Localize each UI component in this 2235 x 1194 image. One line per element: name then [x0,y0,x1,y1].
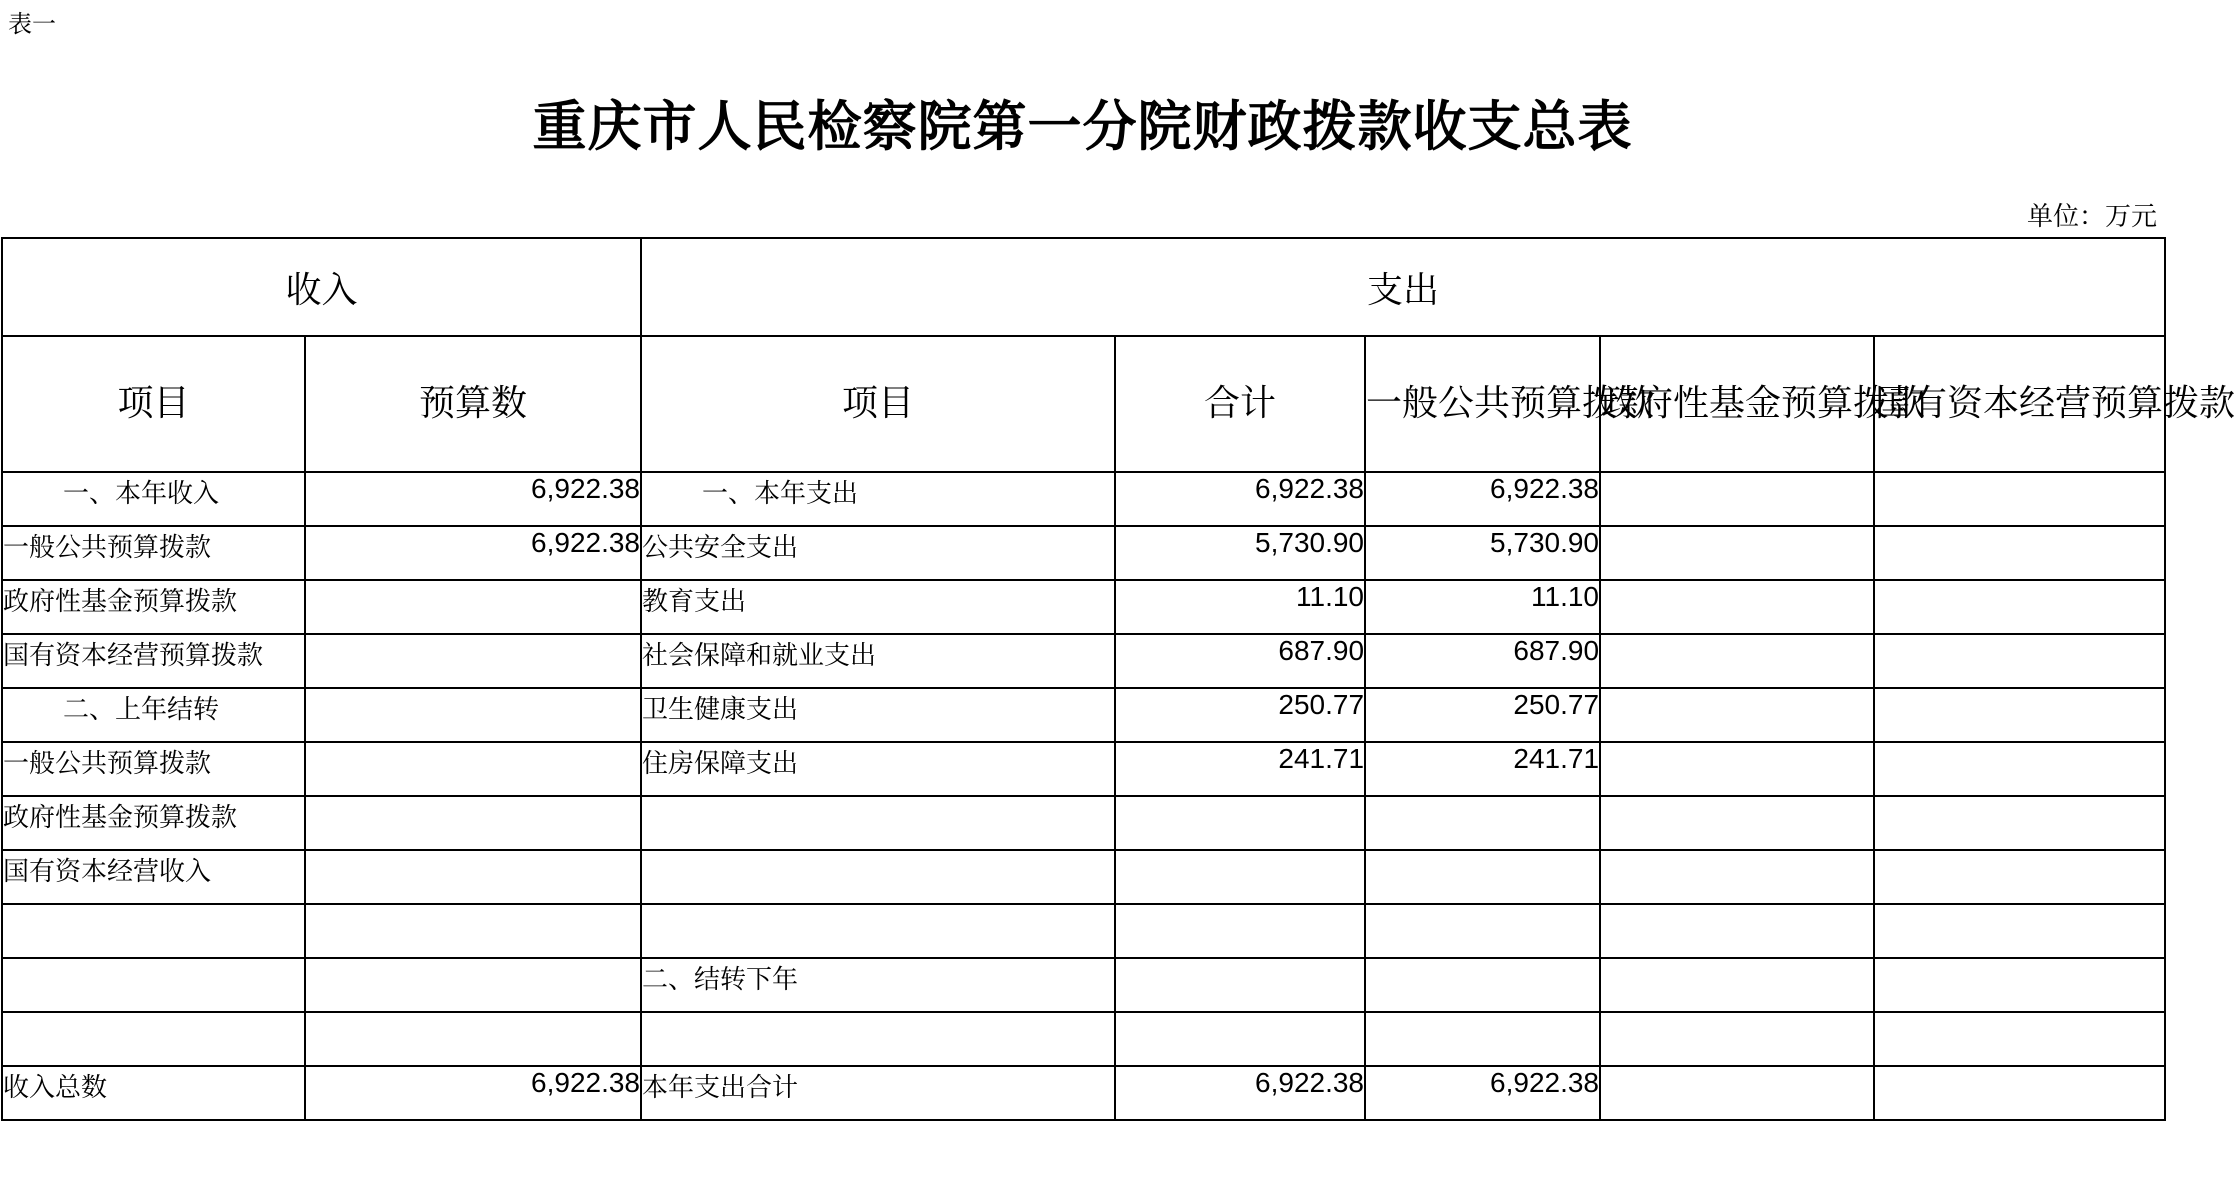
capital-cell [1874,850,2165,904]
income-item-cell: 收入总数 [2,1066,305,1120]
capital-cell [1874,958,2165,1012]
capital-cell [1874,634,2165,688]
table-row [2,1012,2165,1066]
capital-cell [1874,1066,2165,1120]
general-cell: 6,922.38 [1365,472,1600,526]
income-value-cell [305,688,641,742]
table-row [2,904,2165,958]
general-cell [1365,904,1600,958]
capital-cell [1874,1012,2165,1066]
fund-cell [1600,634,1874,688]
total-cell [1115,796,1365,850]
table-row [2,688,2165,742]
income-item-cell: 政府性基金预算拨款 [2,580,305,634]
fund-cell [1600,796,1874,850]
capital-cell [1874,688,2165,742]
table-row [2,634,2165,688]
capital-cell [1874,742,2165,796]
expense-item-cell: 一、本年支出 [641,472,1115,526]
table-row [2,472,2165,526]
income-item-cell: 一、本年收入 [2,472,305,526]
total-cell: 6,922.38 [1115,1066,1365,1120]
general-cell: 687.90 [1365,634,1600,688]
income-item-cell: 一般公共预算拨款 [2,526,305,580]
income-value-cell [305,580,641,634]
total-cell: 687.90 [1115,634,1365,688]
income-value-cell [305,850,641,904]
table-row [2,958,2165,1012]
capital-cell [1874,472,2165,526]
expense-item-header: 项目 [641,336,1115,472]
general-cell [1365,796,1600,850]
header-row-columns [2,336,2165,472]
income-header: 收入 [2,238,641,336]
income-item-cell: 国有资本经营预算拨款 [2,634,305,688]
income-item-cell: 一般公共预算拨款 [2,742,305,796]
income-value-cell: 6,922.38 [305,472,641,526]
capital-cell [1874,526,2165,580]
general-cell: 6,922.38 [1365,1066,1600,1120]
total-cell [1115,958,1365,1012]
expense-item-cell: 教育支出 [641,580,1115,634]
general-cell [1365,958,1600,1012]
fund-cell [1600,472,1874,526]
expense-item-cell [641,1012,1115,1066]
expense-item-cell: 卫生健康支出 [641,688,1115,742]
expense-item-cell: 二、结转下年 [641,958,1115,1012]
header-row-groups [2,238,2165,336]
fund-cell [1600,688,1874,742]
income-item-cell: 国有资本经营收入 [2,850,305,904]
table-body [2,238,2235,1120]
fund-cell [1600,742,1874,796]
unit-label: 单位：万元 [2026,202,2157,232]
income-item-cell [2,958,305,1012]
table-row [2,580,2165,634]
fund-cell [1600,1012,1874,1066]
income-value-cell: 6,922.38 [305,526,641,580]
general-cell [1365,850,1600,904]
table-row [2,796,2165,850]
total-cell [1115,850,1365,904]
expense-item-cell [641,796,1115,850]
general-cell: 250.77 [1365,688,1600,742]
total-header: 合计 [1115,336,1365,472]
expense-item-cell [641,850,1115,904]
fund-cell [1600,1066,1874,1120]
general-cell: 5,730.90 [1365,526,1600,580]
expense-header: 支出 [641,238,2165,336]
general-cell: 11.10 [1365,580,1600,634]
page-title: 重庆市人民检察院第一分院财政拨款收支总表 [532,94,1633,158]
total-cell: 11.10 [1115,580,1365,634]
capital-cell [1874,580,2165,634]
fund-cell [1600,850,1874,904]
fiscal-summary-table [1,237,2235,1121]
fund-cell [1600,580,1874,634]
state-capital-header: 国有资本经营预算拨款 [1874,336,2165,472]
income-item-cell [2,1012,305,1066]
table-row-total [2,1066,2165,1120]
general-public-header: 一般公共预算拨款 [1365,336,1600,472]
income-item-cell [2,904,305,958]
total-cell: 5,730.90 [1115,526,1365,580]
income-value-cell [305,958,641,1012]
fund-cell [1600,958,1874,1012]
income-value-cell [305,634,641,688]
total-cell: 6,922.38 [1115,472,1365,526]
income-value-cell: 6,922.38 [305,1066,641,1120]
gov-fund-header: 政府性基金预算拨款 [1600,336,1874,472]
income-item-header: 项目 [2,336,305,472]
total-cell [1115,904,1365,958]
income-value-cell [305,796,641,850]
total-cell [1115,1012,1365,1066]
table-row [2,850,2165,904]
table-label: 表一 [8,10,56,38]
general-cell: 241.71 [1365,742,1600,796]
income-value-cell [305,742,641,796]
expense-item-cell: 本年支出合计 [641,1066,1115,1120]
income-item-cell: 政府性基金预算拨款 [2,796,305,850]
fund-cell [1600,526,1874,580]
income-item-cell: 二、上年结转 [2,688,305,742]
income-value-cell [305,904,641,958]
income-budget-header: 预算数 [305,336,641,472]
table-row [2,526,2165,580]
general-cell [1365,1012,1600,1066]
capital-cell [1874,796,2165,850]
table-row [2,742,2165,796]
total-cell: 241.71 [1115,742,1365,796]
income-value-cell [305,1012,641,1066]
expense-item-cell: 住房保障支出 [641,742,1115,796]
expense-item-cell [641,904,1115,958]
capital-cell [1874,904,2165,958]
total-cell: 250.77 [1115,688,1365,742]
expense-item-cell: 公共安全支出 [641,526,1115,580]
fund-cell [1600,904,1874,958]
expense-item-cell: 社会保障和就业支出 [641,634,1115,688]
